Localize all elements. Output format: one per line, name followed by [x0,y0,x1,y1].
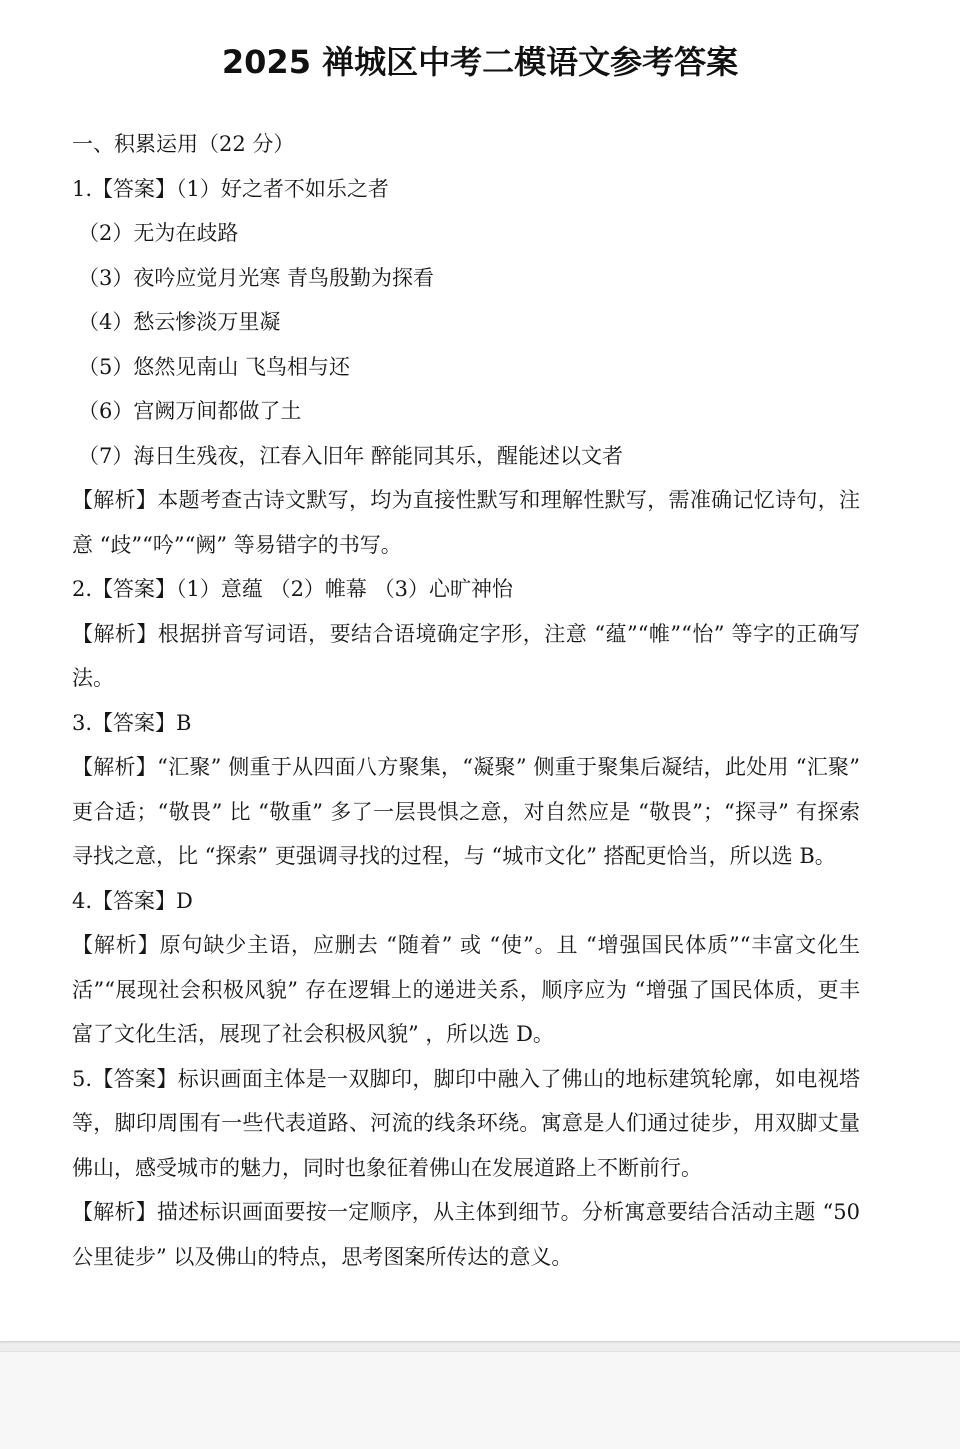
answer-paragraph: 5.【答案】标识画面主体是一双脚印，脚印中融入了佛山的地标建筑轮廓，如电视塔等，脚印周围有一些代表道路、河流的线条环绕。寓意是人们通过徒步，用双脚丈量佛山，感受城市的魅力，同时也象征着佛山在发展道路上不断前行。 [72,1066,860,1180]
analysis-paragraph: 【解析】描述标识画面要按一定顺序，从主体到细节。分析寓意要结合活动主题 “50 公里徒步” 以及佛山的特点，思考图案所传达的意义。 [72,1200,860,1269]
answer-item: （2）无为在歧路 [78,221,239,245]
answer-item: （7）海日生残夜，江春入旧年 醉能同其乐，醒能述以文者 [78,443,624,468]
answer-item: （4）愁云惨淡万里凝 [78,310,281,334]
answer-item: （3）夜吟应觉月光寒 青鸟殷勤为探看 [78,265,435,290]
analysis-paragraph: 【解析】“汇聚” 侧重于从四面八方聚集，“凝聚” 侧重于聚集后凝结，此处用 “汇聚” 更合适；“敬畏” 比 “敬重” 多了一层畏惧之意，对自然应是 “敬畏”；“探寻” 有探索寻找之意，比 “探索” 更强调寻找的过程，与 “城市文化” 搭配更恰当，所以选 B。 [72,755,860,868]
section-heading: 一、积累运用（22 分） [72,132,295,156]
answer-item: （5）悠然见南山 飞鸟相与还 [78,354,351,379]
answer-line: 2.【答案】（1）意蕴 （2）帷幕 （3）心旷神怡 [72,577,513,601]
answer-line: 1.【答案】（1）好之者不如乐之者 [72,176,389,201]
answer-line: 3.【答案】B [72,710,192,735]
analysis-paragraph: 【解析】原句缺少主语，应删去 “随着” 或 “使”。且 “增强国民体质”“丰富文化生活”“展现社会积极风貌” 存在逻辑上的递进关系，顺序应为 “增强了国民体质，更丰富了文化生活，展现了社会积极风貌” ，所以选 D。 [72,933,860,1046]
page-title: 2025 禅城区中考二模语文参考答案 [221,43,739,81]
next-page-area [0,1351,960,1449]
analysis-paragraph: 【解析】本题考查古诗文默写，均为直接性默写和理解性默写，需准确记忆诗句，注意 “歧”“吟”“阙” 等易错字的书写。 [72,488,860,557]
analysis-paragraph: 【解析】根据拼音写词语，要结合语境确定字形，注意 “蕴”“帷”“怡” 等字的正确写法。 [72,621,860,690]
answer-item: （6）宫阙万间都做了土 [78,399,302,423]
document-body [72,122,860,1279]
answer-line: 4.【答案】D [72,888,193,913]
